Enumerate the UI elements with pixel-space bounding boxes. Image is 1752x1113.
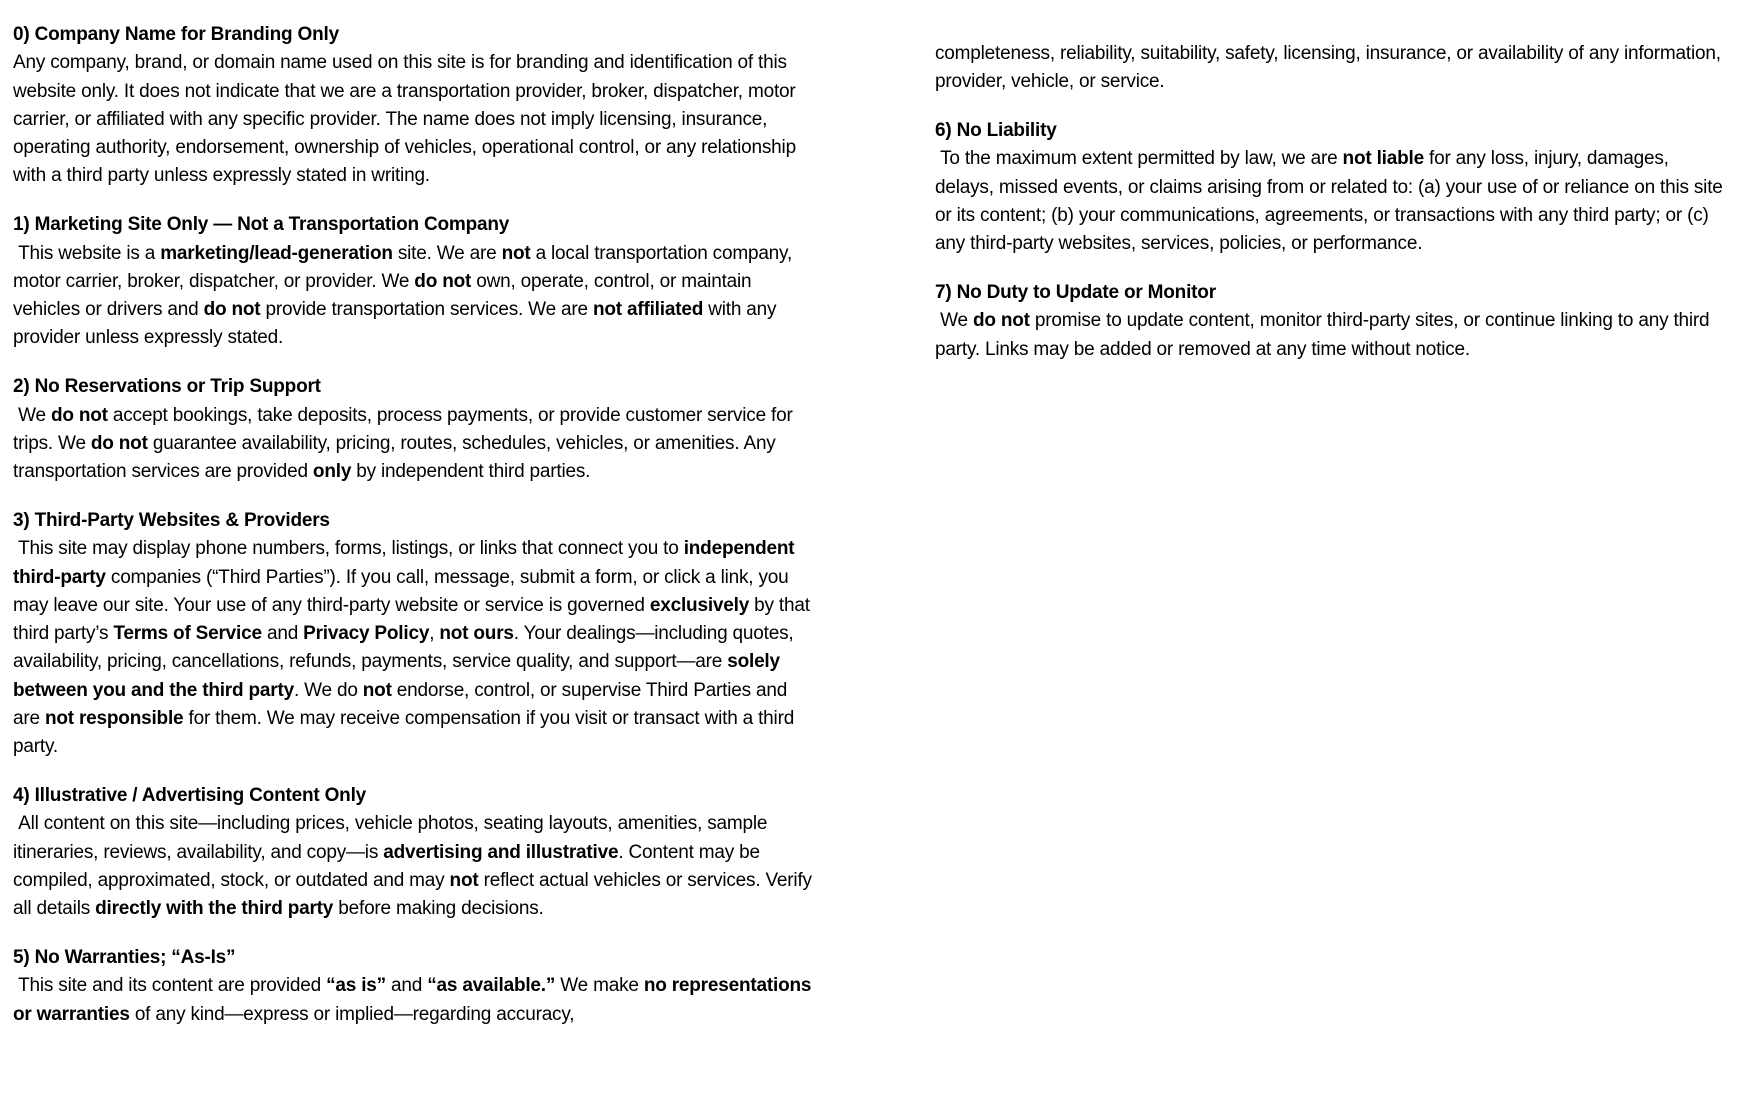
section-5-paragraph-part-1: This site and its content are provided “as is” and “as available.” We make no representations or warranties of any kind—express or implied—regarding accuracy, [13,975,817,1025]
section-5-no-warranties [13,944,818,1029]
section-4-illustrative-content [13,782,818,923]
section-1-paragraph: This website is a marketing/lead-generation site. We are not a local transportation company, motor carrier, broker, dispatcher, or provider. We do not own, operate, control, or maintain vehicles or drivers and do not provide transportation services. We are not affiliated with any provider unless expressly stated. [13,242,798,349]
right-column [935,40,1728,384]
section-1-marketing-site-only [13,211,818,352]
section-0-branding-only [13,21,818,191]
section-4-heading: 4) Illustrative / Advertising Content Only [13,785,367,807]
section-2-paragraph: We do not accept bookings, take deposits, process payments, or provide customer service for trips. We do not guarantee availability, pricing, routes, schedules, vehicles, or amenities. Any transportation services are provided only by independent third parties. [13,404,798,483]
section-7-paragraph: We do not promise to update content, monitor third-party sites, or continue linking to any third party. Links may be added or removed at any time without notice. [935,310,1715,360]
section-4-paragraph: All content on this site—including prices, vehicle photos, seating layouts, amenities, sample itineraries, reviews, availability, and copy—is advertising and illustrative. Content may be compiled, approximated, stock, or outdated and may not reflect actual vehicles or services. Verify all details directly with the third party before making decisions. [13,813,817,920]
section-1-heading: 1) Marketing Site Only — Not a Transportation Company [13,214,510,236]
section-6-paragraph: To the maximum extent permitted by law, we are not liable for any loss, injury, damages, delays, missed events, or claims arising from or related to: (a) your use of or reliance on this site or its content; (b) your communications, agreements, or transactions with any third party; or (c) any third-party websites, services, policies, or performance. [935,148,1728,255]
section-5-paragraph-part-2: completeness, reliability, suitability, safety, licensing, insurance, or availability of any information, provider, vehicle, or service. [935,43,1726,93]
section-6-no-liability [935,117,1728,258]
section-0-heading: 0) Company Name for Branding Only [13,24,339,45]
section-2-no-reservations [13,373,818,486]
left-column [13,21,818,1050]
section-3-paragraph: This site may display phone numbers, forms, listings, or links that connect you to independent third-party companies (“Third Parties”). If you call, message, submit a form, or click a link, you may leave our site. Your use of any third-party website or service is governed exclusively by that third party’s Terms of Service and Privacy Policy, not ours. Your dealings—including quotes, availability, pricing, cancellations, refunds, payments, service quality, and support—are solely between you and the third party. We do not endorse, control, or supervise Third Parties and are not responsible for them. We may receive compensation if you visit or transact with a third party. [13,538,815,758]
section-2-heading: 2) No Reservations or Trip Support [13,376,321,398]
section-7-heading: 7) No Duty to Update or Monitor [935,282,1216,304]
section-7-no-duty-to-update [935,279,1725,364]
section-3-heading: 3) Third-Party Websites & Providers [13,509,330,531]
section-5-continuation [935,40,1725,97]
section-0-paragraph: Any company, brand, or domain name used on this site is for branding and identification of this website only. It does not indicate that we are a transportation provider, broker, dispatcher, motor carrier, or affiliated with any specific provider. The name does not imply licensing, insurance, operating authority, endorsement, ownership of vehicles, operational control, or any relationship with a third party unless expressly stated in writing. [13,52,802,187]
section-3-third-party-websites [13,507,818,762]
section-6-heading: 6) No Liability [935,120,1057,142]
section-5-heading: 5) No Warranties; “As-Is” [13,947,236,969]
